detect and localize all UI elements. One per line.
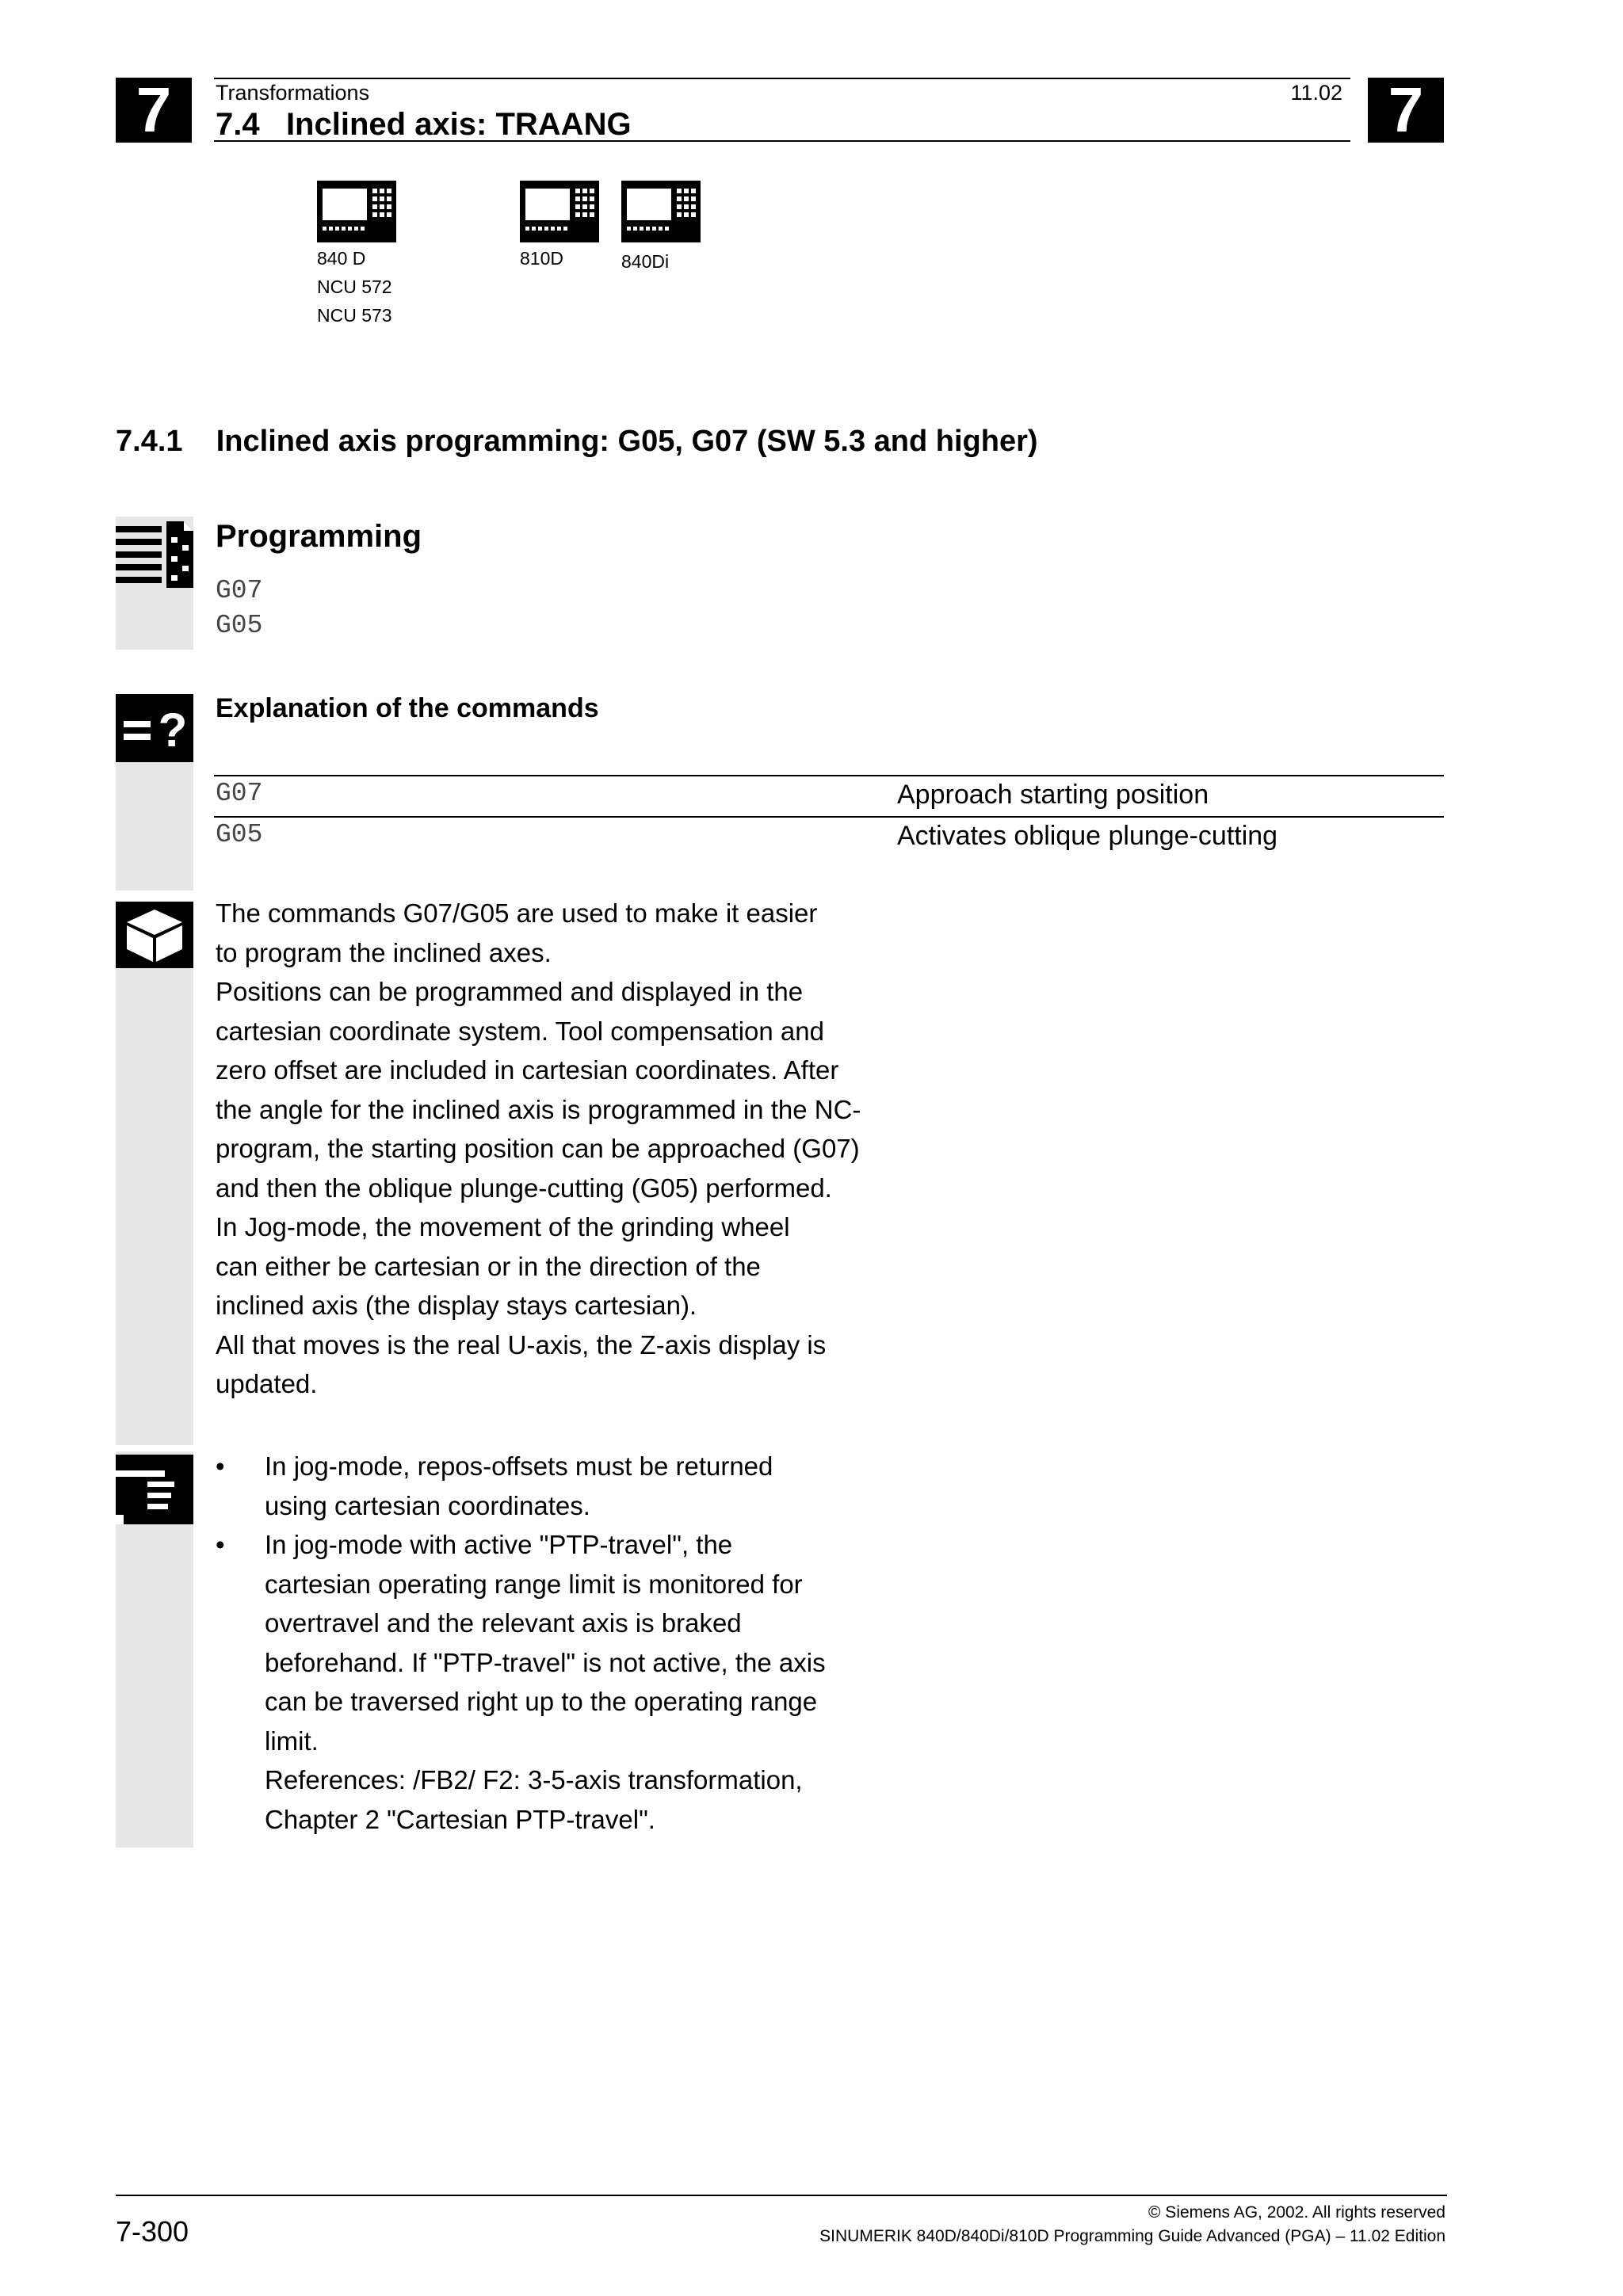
body-line: and then the oblique plunge-cutting (G05) performed. bbox=[216, 1173, 832, 1203]
control-label: NCU 573 bbox=[317, 305, 392, 326]
note-line: beforehand. If "PTP-travel" is not active, the axis bbox=[265, 1647, 826, 1677]
function-description bbox=[216, 894, 913, 1404]
footer-copyright: © Siemens AG, 2002. All rights reserved bbox=[1148, 2203, 1445, 2222]
control-panel-icon bbox=[317, 181, 396, 242]
body-line: The commands G07/G05 are used to make it easier bbox=[216, 898, 818, 928]
note-line: can be traversed right up to the operating range bbox=[265, 1687, 818, 1716]
explanation-command: G07 bbox=[216, 779, 263, 808]
control-label: 840 D bbox=[317, 248, 366, 269]
note-line: In jog-mode, repos-offsets must be returned bbox=[265, 1451, 773, 1481]
control-label: 840Di bbox=[621, 251, 670, 272]
explanation-description: Approach starting position bbox=[897, 780, 1209, 810]
programming-heading: Programming bbox=[216, 519, 422, 554]
body-line: All that moves is the real U-axis, the Z-axis display is bbox=[216, 1329, 827, 1360]
program-listing-icon bbox=[116, 521, 193, 592]
bullet: • bbox=[216, 1451, 225, 1481]
header-subsection-title: 7.4 Inclined axis: TRAANG bbox=[216, 107, 632, 142]
body-line: inclined axis (the display stays cartesian). bbox=[216, 1291, 697, 1320]
header-top-rule bbox=[214, 78, 1350, 79]
explanation-description: Activates oblique plunge-cutting bbox=[897, 821, 1278, 851]
svg-text:?: ? bbox=[158, 704, 188, 757]
note-line: References: /FB2/ F2: 3-5-axis transformation, bbox=[265, 1765, 803, 1794]
footer-page-number: 7-300 bbox=[116, 2215, 189, 2248]
explanation-heading: Explanation of the commands bbox=[216, 693, 599, 723]
body-line: In Jog-mode, the movement of the grinding wheel bbox=[216, 1212, 790, 1241]
chapter-number-box-left: 7 bbox=[116, 78, 192, 143]
body-line: zero offset are included in cartesian coordinates. After bbox=[216, 1055, 839, 1085]
note-line: overtravel and the relevant axis is braked bbox=[265, 1608, 742, 1638]
body-line: cartesian coordinate system. Tool compensation and bbox=[216, 1016, 824, 1046]
body-line: updated. bbox=[216, 1369, 318, 1398]
note-line: cartesian operating range limit is monitored for bbox=[265, 1569, 803, 1599]
control-panel-icon bbox=[520, 181, 599, 242]
chapter-number-box-right: 7 bbox=[1368, 78, 1444, 143]
list-item bbox=[216, 1525, 929, 1839]
sidebar-function bbox=[116, 902, 193, 1445]
body-line: can either be cartesian or in the direction of the bbox=[216, 1251, 761, 1281]
pointing-hand-icon bbox=[116, 1455, 193, 1528]
header-bottom-rule bbox=[214, 140, 1350, 142]
note-line: In jog-mode with active "PTP-travel", the bbox=[265, 1530, 733, 1559]
footer-rule bbox=[116, 2195, 1447, 2196]
note-line: Chapter 2 "Cartesian PTP-travel". bbox=[265, 1804, 655, 1834]
control-label-group bbox=[317, 244, 392, 330]
programming-code bbox=[216, 574, 262, 643]
note-line: limit. bbox=[265, 1726, 319, 1756]
header-edition: 11.02 bbox=[1290, 81, 1342, 105]
body-line: Positions can be programmed and displayed in the bbox=[216, 977, 804, 1006]
footer-doc-title: SINUMERIK 840D/840Di/810D Programming Guide Advanced (PGA) – 11.02 Edition bbox=[819, 2227, 1445, 2245]
body-line: program, the starting position can be approached (G07) bbox=[216, 1134, 860, 1163]
function-cube-icon bbox=[116, 902, 193, 972]
code-line: G07 bbox=[216, 576, 263, 605]
note-line: using cartesian coordinates. bbox=[265, 1490, 590, 1520]
control-label: 810D bbox=[520, 248, 563, 269]
body-line: the angle for the inclined axis is programmed in the NC- bbox=[216, 1094, 861, 1124]
control-label: NCU 572 bbox=[317, 277, 392, 297]
list-item bbox=[216, 1447, 929, 1525]
body-line: to program the inclined axes. bbox=[216, 937, 552, 967]
bullet: • bbox=[216, 1530, 225, 1559]
notes-list bbox=[216, 1447, 929, 1839]
explanation-icon bbox=[116, 694, 193, 766]
header-section-title: Transformations bbox=[216, 81, 370, 105]
explanation-table-rule bbox=[214, 775, 1444, 776]
explanation-command: G05 bbox=[216, 820, 263, 849]
code-line: G05 bbox=[216, 611, 263, 640]
section-heading: 7.4.1 Inclined axis programming: G05, G07 (SW 5.3 and higher) bbox=[116, 425, 1038, 458]
control-panel-icon bbox=[621, 181, 701, 242]
